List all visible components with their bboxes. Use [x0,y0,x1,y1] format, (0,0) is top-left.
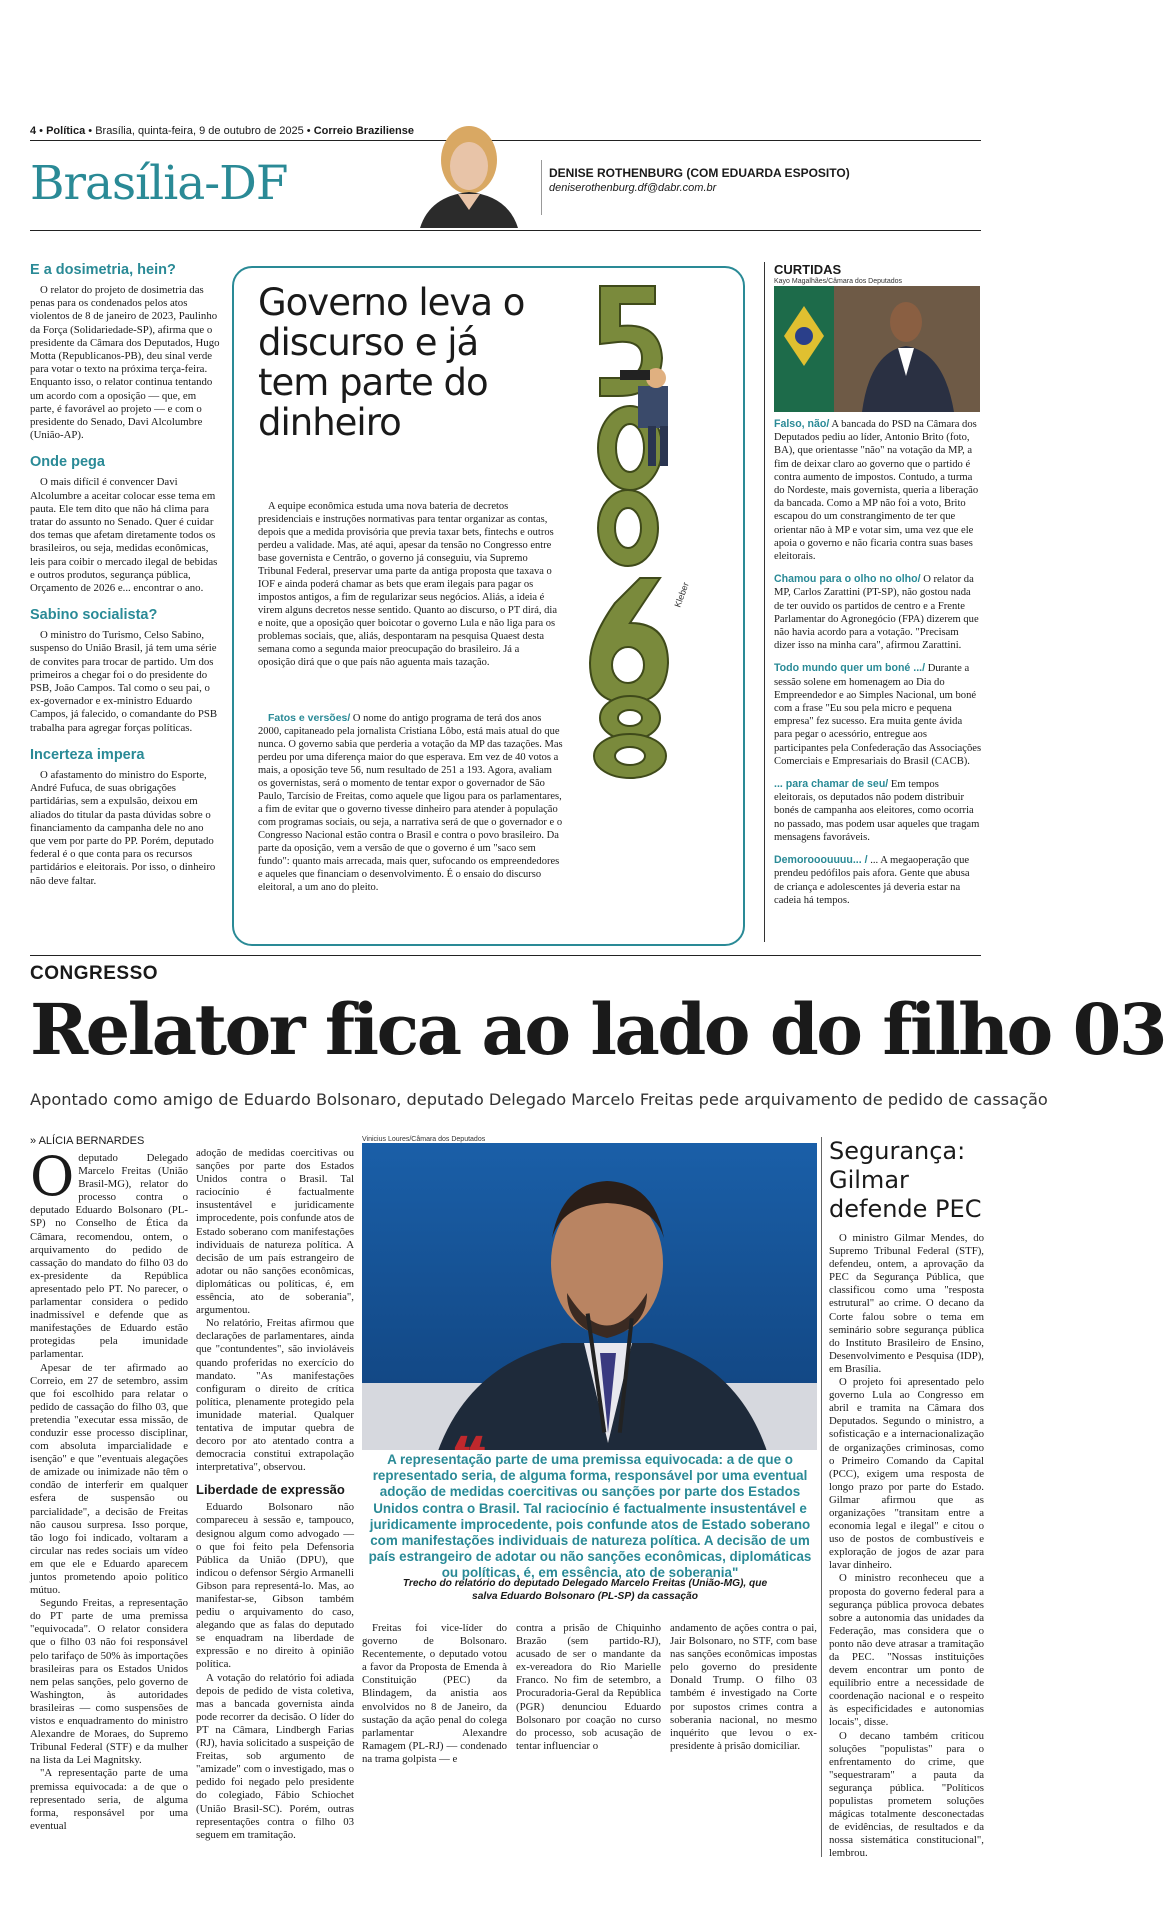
note-text: O mais difícil é convencer Davi Alcolumbre a aceitar colocar esse tema em pauta. Ele tem dito que não há clima para tratar do assunto no Senado. Quer é cuidar dos temas que afetam diretamente todos os brasileiros, ou seja, medidas econômicas, leis para coibir o mercado ilegal de bebidas e outros produtos, segurança pública, Orçamento de 2026 e... encontrar o ano. [30,476,218,595]
article-deck: Apontado como amigo de Eduardo Bolsonaro, deputado Delegado Marcelo Freitas pede arquivamento de pedido de cassação [30,1090,1048,1109]
sidebar-paragraph: O projeto foi apresentado pelo governo Lula ao Congresso em abril e tramita na Câmara dos Deputados. Segundo o ministro, a sofisticação e a internacionalização de organizações criminosas, como o Primeiro Comando da Capital (PCC), exigem uma resposta de longo prazo por parte do Estado. Gilmar afirmou que as organizações "transitam entre a economia legal e ilegal" e citou o uso de postos de combustíveis e exploração de jogos de azar para lavar dinheiro. [829,1376,984,1572]
photo-credit: Kayo Magalhães/Câmara dos Deputados [774,278,903,285]
sidebar-paragraph: O decano também criticou soluções "populistas" para o enfrentamento do crime, que "sequestraram" a pauta da segurança pública. "Políticos populistas prometem soluções mágicas totalmente desconectadas de evidências, de resultados e da nossa sistemática constitucional", lembrou. [829,1729,984,1860]
article-paragraph: adoção de medidas coercitivas ou sanções por parte dos Estados Unidos contra o Brasil. Tal raciocínio é factualmente insustentável e juridicamente improcedente, pois confunde atos de Estado soberano com manifestações individuais de natureza política. A decisão de um país estrangeiro de adotar ou não sanções econômicas, diplomáticas ou políticas, é, em essência, ato de soberania", argumentou. [196,1147,355,1317]
header-bottom-rule [30,230,981,231]
left-notes [30,262,220,888]
curtidas-text: Em tempos eleitorais, os deputados não podem distribuir bonés de campanha aos eleitores, como ocorria no passado, mas podem usar aqueles que tragam mensagens favoráveis. [774,779,980,843]
note-heading: E a dosimetria, hein? [30,262,176,278]
article-paragraph: A votação do relatório foi adiada depois de pedido de vista coletiva, mas a bancada governista ainda pode recorrer da decisão. O líder do PT na Câmara, Lindbergh Farias (RJ), havia solicitado a suspeição de Freitas, sob argumento de "amizade" com o investigado, mas o pedido foi negado pelo presidente do colegiado, Fábio Schiochet (União Brasil-SC). Porém, outras representações contra o filho 03 seguem em tramitação. [196,1671,354,1841]
article-paragraph: Freitas foi vice-líder do governo de Bolsonaro. Recentemente, o deputado votou a favor da Proposta de Emenda à Constituição (PEC) da Blindagem, da anistia aos envolvidos no 8 de Janeiro, da sustação da ação penal do colega parlamentar Alexandre Ramagem (PL-RJ) — condenado na trama golpista — e [362,1622,507,1765]
curtidas-text: A bancada do PSD na Câmara dos Deputados pediu ao líder, Antonio Brito (foto, BA), que orientasse "não" na votação da MP, a fim de deixar claro ao governo que o partido é contra aumento de impostos. Contudo, a turma do Nordeste, mais governista, queria a liberação da bancada. Como a MP não foi a voto, Brito escapou do um constrangimento de ter que orientar não à MP e votar sim, uma vez que ele apoia o governo e não ficaria contra suas bases eleitorais. [774,419,979,563]
article-column-5 [670,1622,817,1753]
article-paragraph: Segundo Freitas, a representação do PT parte de uma premissa "equivocada". O relator considera que o filho 03 não foi responsável pelo tarifaço de 50% às importações brasileiras para os Estados Unidos nem pelas sanções, pelo governo de Washington, às autoridades brasileiras — como suspensões de vistos e enquadramento do ministro Alexandre de Moraes, do Supremo Tribunal Federal (STF) e da mulher na lista da Lei Magnitsky. [30,1597,188,1767]
curtidas-lead: Todo mundo quer um boné .../ [774,662,926,675]
author-divider [541,160,542,215]
page-number: 4 [30,125,37,137]
column-name: Brasília-DF [30,156,288,211]
article-byline: » ALÍCIA BERNARDES [30,1135,145,1147]
sidebar-headline: Segurança: Gilmar defende PEC [829,1137,982,1223]
box-headline: Governo leva o discurso e já tem parte do dinheiro [258,281,525,444]
note-heading: Incerteza impera [30,746,145,763]
curtidas-item [774,854,982,907]
article-paragraph: Apesar de ter afirmado ao Correio, em 27 de setembro, assim que foi escolhido para relatar o pedido de cassação do filho 03, que pretendia "executar essa missão, de conduzir esse processo disciplinar, com absoluta imparcialidade e isenção" e que "eventuais alegações de amizade ou inimizade não têm o condão de interferir em qualquer esfera de suspensão ou parcialidade", a decisão de Freitas não causou surpresa. Isso porque, tão logo foi indicado, voltaram a circular nas redes sociais um vídeo em que ele e Eduardo aparecem juntos prometendo apoio político mútuo. [30,1361,188,1597]
article-subhead: Liberdade de expressão [196,1482,345,1498]
drop-cap: O [30,1145,75,1208]
pullquote-text: A representação parte de uma premissa equivocada: a de que o representado seria, de alguma forma, responsável por uma eventual adoção de medidas coercitivas ou sanções por parte dos Estados Unidos contra o Brasil. Tal raciocínio é factualmente insustentável e juridicamente improcedente, pois confunde atos de Estado soberano com manifestações individuais de natureza política. A decisão de um país estrangeiro de adotar ou não sanções econômicas, diplomáticas ou políticas, é, em essência, ato de soberania" [368,1452,812,1581]
curtidas-item [774,778,982,844]
columnist-email: deniserothenburg.df@dabr.com.br [549,182,717,194]
article-paragraph: "A representação parte de uma premissa equivocada: a de que o representado seria, de alguma forma, responsável por uma eventual [30,1767,188,1832]
curtidas-text: ... A megaoperação que prendeu pedófilos pais afora. Gente que abusa de criança e adolescentes já deveria estar na cadeia há tempos. [774,855,970,906]
article-paragraph: Eduardo Bolsonaro não compareceu à sessão e, tampouco, designou algum como advogado — o que foi feito pela Defensoria Pública da União (DPU), que indicou o defensor Sérgio Armanelli Gibson para representá-lo. Mas, ao manifestar-se, Gibson também pediu o arquivamento do caso, alegando que as falas do deputado se enquadram na liberdade de expressão e no direito à opinião política. [196,1501,354,1671]
cartoon-signature: Kleber [672,580,691,609]
article-column-4 [516,1622,661,1753]
box-paragraph: O nome do antigo programa de terá dos anos 2000, capitaneado pela jornalista Cristiana Lôbo, está mais atual do que nunca. O governo sabia que perderia a votação da MP das tazações. Mas perdeu por uma diferença maior do que esperava. Em vez de 40 votos a mais, a oposição teve 56, num resultado de 251 a 193. Agora, avaliam os governistas, será o momento de tentar expor o governador de São Paulo, Tarcísio de Freitas, como aquele que ligou para os parlamentares, a fim de evitar que o governo tivesse dinheiro para atender à população com programas sociais, ou seja, a narrativa será de que o governador e o Congresso Nacional estão contra o Brasil e contra o povo brasileiro. Da parte da oposição, vem a versão de que o governo é um "saco sem fundo": quanto mais arrecada, mais quer, sufocando os empreendedores e aqueles que financiam o desenvolvimento. É o ensaio do discurso eleitoral, a um ano do pleito. [258,713,563,893]
photo-caption: Trecho do relatório do deputado Delegado Marcelo Freitas (União-MG), que salva Eduardo Bolsonaro (PL-SP) da cassação [402,1578,768,1602]
right-rule [764,262,765,942]
curtidas-lead: Falso, não/ [774,418,830,430]
note-text: O afastamento do ministro do Esporte, André Fufuca, de suas obrigações partidárias, sem a expulsão, deixou em aliados do titular da pasta dúvidas sobre o financiamento da campanha dele no ano que vem por parte do PP. Porém, deputado federal é o que conta para os recursos partidários e eleitorais. Por isso, o dinheiro não deve faltar. [30,768,216,887]
article-headline: Relator fica ao lado do filho 03 [30,988,1165,1071]
article-column-2 [196,1147,354,1842]
dateline: Brasília, quinta-feira, 9 de outubro de 2025 [95,125,304,137]
sidebar-body [829,1232,984,1861]
note-heading: Onde pega [30,454,105,471]
article-column-1 [30,1145,188,1833]
article-rule [30,955,981,956]
article-paragraph: No relatório, Freitas afirmou que declarações de parlamentares, ainda que "contundentes", são invioláveis quando proferidas no exercício do mandato. "As manifestações configuram o direito de crítica política, plenamente protegido pela imunidade material. Qualquer tentativa de imputar quebra de decoro por ato atentado contra a democracia constitui extrapolação interpretativa", observou. [196,1317,354,1474]
box-paragraph: A equipe econômica estuda uma nova bateria de decretos presidenciais e instruções normativas para tentar organizar as contas, depois que a medida provisória que previa taxar bets, fintechs e outros perdeu a validade. Mas, até aqui, apesar da tensão no Congresso entre base governista e Centrão, o governo já conseguiu, via Supremo Tribunal Federal, preservar uma parte da antiga proposta que taxava o IOF e ainda poderá chamar as bets que eram ilegais para pagar os impostos antigos, a fim de regularizar seus negócios. Aliás, a ideia é virem alguns decretos nesse sentido. Quanto ao discurso, o PT dirá, dia e noite, que a oposição quer boicotar o governo Lula e não liga para os problemas sociais, que, aliás, despontaram na pesquisa Quaest desta semana como a segunda maior preocupação do brasileiro. Já a oposição dirá que o que país não aguenta mais tazação. [258,501,557,668]
cartoon-illustration [560,278,728,778]
curtidas-item [774,573,982,652]
box-body [258,500,558,669]
box-body-2 [258,712,563,894]
note-text: O ministro do Turismo, Celso Sabino, suspenso do União Brasil, já tem uma série de convites para trocar de partido. Um dos primeiros a chegar foi o do presidente do PSB, João Campos. Tal como o seu pai, o ex-governador e ex-ministro Eduardo Campos, já falecido, o comandante do PSB trabalha para agregar forças políticas. [30,629,218,734]
curtidas-lead: Demorooouuuu... / [774,854,868,867]
section-name: Política [46,125,86,137]
paper-name: Correio Braziliense [313,125,414,137]
curtidas-item [774,662,982,768]
curtidas-lead: Chamou para o olho no olho/ [774,573,921,586]
article-paragraph: deputado Delegado Marcelo Freitas (União Brasil-MG), relator do processo contra o deputado Eduardo Bolsonaro (PL-SP) no Conselho de Ética da Câmara, recomendou, ontem, o arquivamento do pedido de cassação do mandato do filho 03 do ex-presidente da República apresentado pelo PT. No parecer, o parlamentar considera o pedido inadmissível e defende que as manifestações de Eduardo estão protegidas pela imunidade parlamentar. [30,1152,188,1361]
note-heading: Sabino socialista? [30,607,158,624]
curtidas-items [774,418,982,907]
box-lead: Fatos e versões/ [268,712,351,724]
sidebar-paragraph: O ministro reconheceu que a proposta do governo federal para a segurança pública provoca debates sobre a autonomia das unidades da Federação, mas considera que o ponto não deve atrasar a tramitação da PEC. "Nossas instituições devem encontrar um ponto de equilíbrio entre a necessidade de coordenação nacional e o respeito às especificidades e autonomias locais", disse. [829,1572,984,1729]
curtidas-text: Durante a sessão solene em homenagem ao Dia do Empreendedor e ao Simples Nacional, um boné com a frase "Eu sou pela micro e pequena empresa" fez sucesso. Era muita gente ávida para pegar o acessório, entregue aos participantes pela Confederação das Associações Comerciais e Empresariais do Brasil (CACB). [774,663,982,767]
man-body [638,386,668,428]
note-text: O relator do projeto de dosimetria das penas para os condenados pelos atos violentos de 8 de janeiro de 2023, Paulinho da Força (Solidariedade-SP), afirma que o presidente da Câmara dos Deputados, Hugo Motta (Republicanos-PB), deu sinal verde para votar o texto na próxima terça-feira. Enquanto isso, o relator continua tentando um acordo com a oposição — que, em parte, é favorável ao projeto — e com o presidente do Senado, Davi Alcolumbre (União-AP). [30,284,220,442]
article-paragraph: andamento de ações contra o pai, Jair Bolsonaro, no STF, com base nas sanções econômicas impostas pelo governo do presidente Donald Trump. O filho 03 também é investigado na Corte por supostos crimes contra a soberania nacional, no mesmo inquérito que levou o ex-presidente à prisão domiciliar. [670,1622,817,1752]
curtidas-text: O relator da MP, Carlos Zarattini (PT-SP), não gostou nada de ter ouvido os partidos de centro e a Frente Parlamentar do Agronegócio (FPA) dizerem que não havia acordo para a votação. "Precisam dizer isso na minha cara", afirmou Zarattini. [774,574,979,652]
sidebar-rule [821,1137,822,1857]
photo-credit: Vinicius Loures/Câmara dos Deputados [362,1136,486,1143]
running-head: 4 • Política • Brasília, quinta-feira, 9 de outubro de 2025 • Correio Braziliense [30,125,414,137]
article-kicker: CONGRESSO [30,963,159,984]
article-column-3 [362,1622,507,1766]
columnist-photo [410,120,528,228]
columnist-name: DENISE ROTHENBURG (COM EDUARDA ESPOSITO) [549,166,850,180]
article-paragraph: contra a prisão de Chiquinho Brazão (sem partido-RJ), acusado de ser o mandante da ex-vereadora do Rio Marielle Franco. No fim de setembro, a Procuradoria-Geral da República (PGR) denunciou Eduardo Bolsonaro por coação no curso do processo, sob acusação de tentar influenciar o [516,1622,661,1752]
curtidas-lead: ... para chamar de seu/ [774,778,889,791]
curtidas-item [774,418,982,563]
sidebar-paragraph: O ministro Gilmar Mendes, do Supremo Tribunal Federal (STF), defendeu, ontem, a aprovação da PEC da Segurança Pública, que classificou como uma "resposta estrutural" ao crime. O decano da Corte falou sobre o tema em seminário sobre segurança pública do Instituto Brasileiro de Ensino, Desenvolvimento e Pesquisa (IDP), em Brasília. [829,1232,984,1375]
curtidas-photo [774,286,980,412]
curtidas-title: CURTIDAS [774,262,842,277]
